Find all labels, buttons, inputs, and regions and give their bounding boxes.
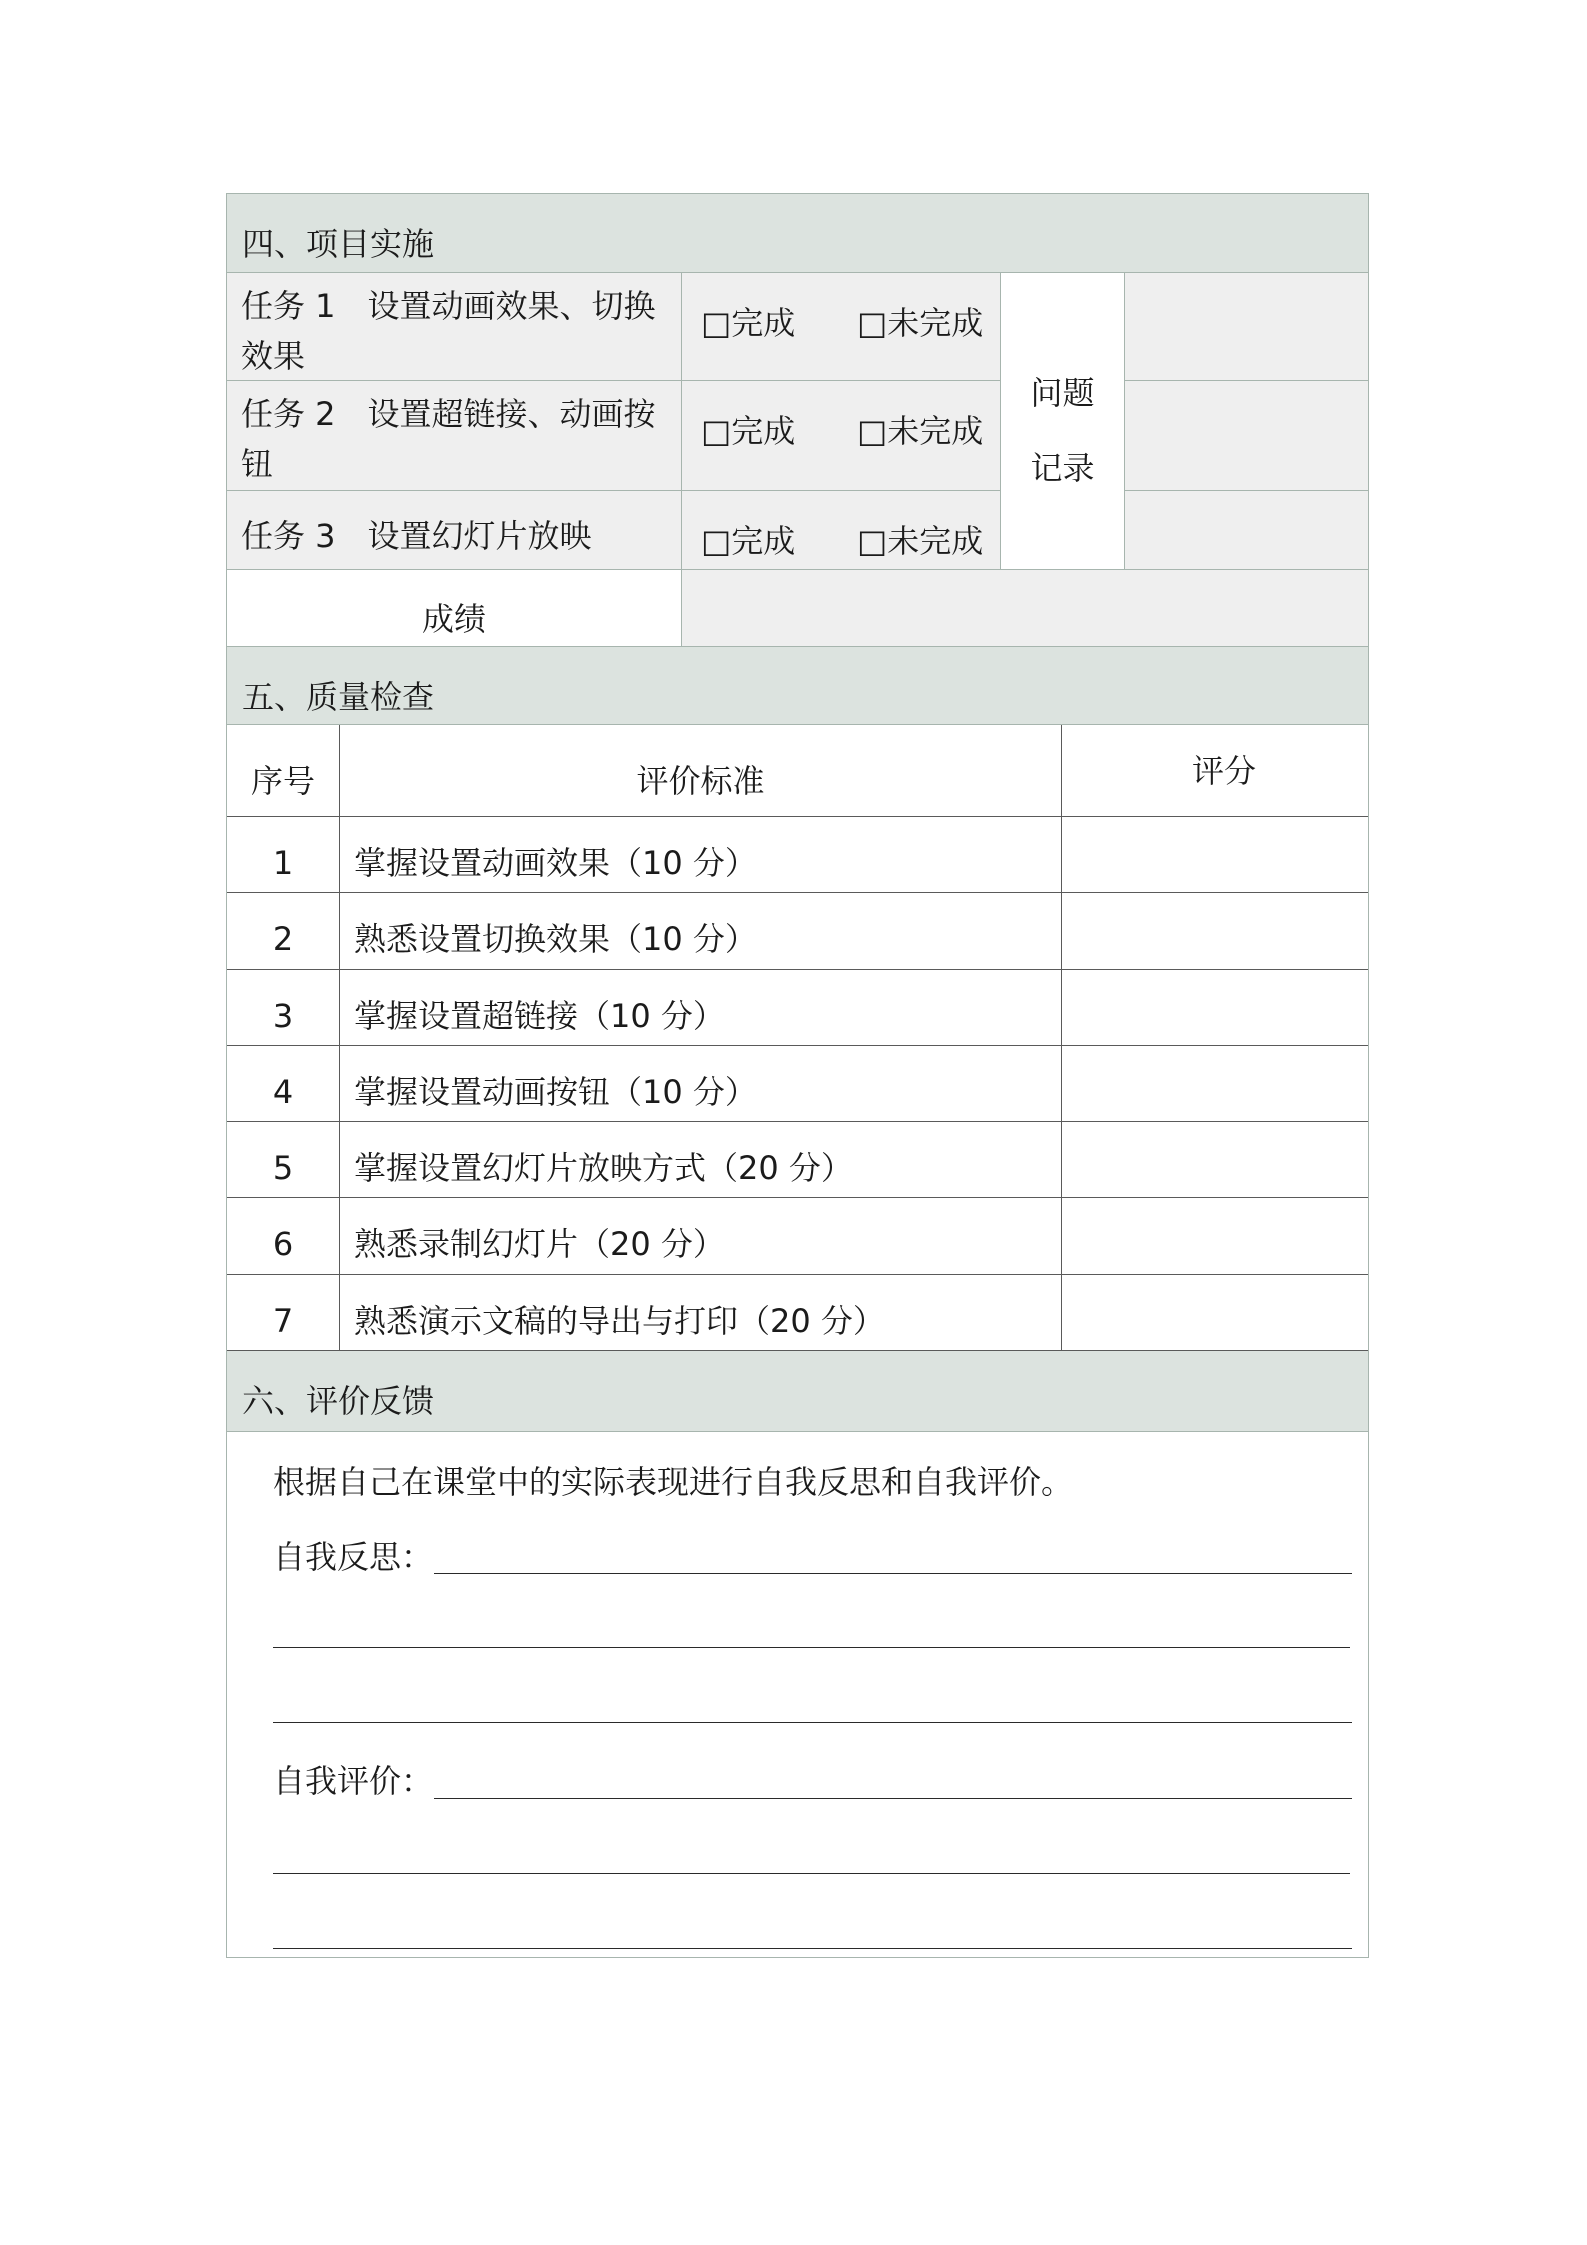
task-status-cell (682, 381, 1001, 491)
self-reflection-line[interactable] (273, 1722, 1352, 1723)
checkbox-done[interactable]: □完成 (701, 304, 796, 342)
row-number: 2 (227, 893, 340, 970)
grade-label-cell (227, 570, 682, 647)
issue-record-field[interactable] (1125, 381, 1368, 491)
issue-record-label-cell (1001, 273, 1125, 570)
column-header-text: 评价标准 (636, 762, 765, 800)
column-header-criterion (340, 725, 1062, 817)
criterion-text: 熟悉演示文稿的导出与打印（20 分） (340, 1275, 1062, 1351)
score-field[interactable] (1062, 1275, 1368, 1351)
section-title: 四、项目实施 (242, 225, 435, 263)
column-header-text: 序号 (250, 762, 315, 800)
score-field[interactable] (1062, 1198, 1368, 1275)
row-number: 1 (227, 817, 340, 893)
criterion-text: 掌握设置幻灯片放映方式（20 分） (340, 1122, 1062, 1198)
grade-label: 成绩 (421, 600, 486, 638)
section-title: 五、质量检查 (242, 678, 435, 716)
self-evaluation-line[interactable] (273, 1873, 1350, 1874)
criterion-text: 掌握设置动画效果（10 分） (340, 817, 1062, 893)
grade-field[interactable] (682, 570, 1368, 647)
criterion-text: 熟悉设置切换效果（10 分） (340, 893, 1062, 970)
checkbox-not-done[interactable]: □未完成 (857, 412, 984, 450)
row-number: 4 (227, 1046, 340, 1122)
row-number: 3 (227, 970, 340, 1046)
criterion-text: 掌握设置动画按钮（10 分） (340, 1046, 1062, 1122)
score-field[interactable] (1062, 1046, 1368, 1122)
column-header-text: 评分 (1191, 752, 1256, 790)
task-name: 任务 1 设置动画效果、切换效果 (241, 287, 656, 375)
task-name: 任务 3 设置幻灯片放映 (241, 517, 592, 555)
section-title: 六、评价反馈 (242, 1382, 435, 1420)
checkbox-done[interactable]: □完成 (701, 412, 796, 450)
checkbox-not-done[interactable]: □未完成 (857, 522, 984, 560)
feedback-instruction: 根据自己在课堂中的实际表现进行自我反思和自我评价。 (273, 1463, 1074, 1501)
self-evaluation-label: 自我评价： (273, 1762, 434, 1800)
task-name-cell (227, 381, 682, 491)
task-name: 任务 2 设置超链接、动画按钮 (241, 395, 656, 483)
criterion-text: 掌握设置超链接（10 分） (340, 970, 1062, 1046)
checkbox-not-done[interactable]: □未完成 (857, 304, 984, 342)
self-evaluation-line[interactable] (273, 1948, 1352, 1949)
issue-record-field[interactable] (1125, 273, 1368, 381)
section-header-quality (227, 647, 1368, 725)
score-field[interactable] (1062, 817, 1368, 893)
self-reflection-label: 自我反思： (273, 1538, 434, 1576)
row-number: 5 (227, 1122, 340, 1198)
task-name-cell (227, 273, 682, 381)
self-evaluation-line[interactable] (434, 1798, 1352, 1799)
issue-record-label: 问题记录 (1030, 374, 1095, 487)
checkbox-done[interactable]: □完成 (701, 522, 796, 560)
self-reflection-line[interactable] (434, 1573, 1352, 1574)
score-field[interactable] (1062, 1122, 1368, 1198)
task-status-cell (682, 491, 1001, 570)
task-status-cell (682, 273, 1001, 381)
column-header-number (227, 725, 340, 817)
issue-record-field[interactable] (1125, 491, 1368, 570)
self-reflection-line[interactable] (273, 1647, 1350, 1648)
row-number: 7 (227, 1275, 340, 1351)
evaluation-form-table (226, 193, 1369, 1958)
task-name-cell (227, 491, 682, 570)
section-header-implementation (227, 194, 1368, 273)
row-number: 6 (227, 1198, 340, 1275)
criterion-text: 熟悉录制幻灯片（20 分） (340, 1198, 1062, 1275)
feedback-area (227, 1432, 1368, 1957)
section-header-feedback (227, 1351, 1368, 1432)
score-field[interactable] (1062, 893, 1368, 970)
score-field[interactable] (1062, 970, 1368, 1046)
column-header-score (1062, 725, 1368, 817)
